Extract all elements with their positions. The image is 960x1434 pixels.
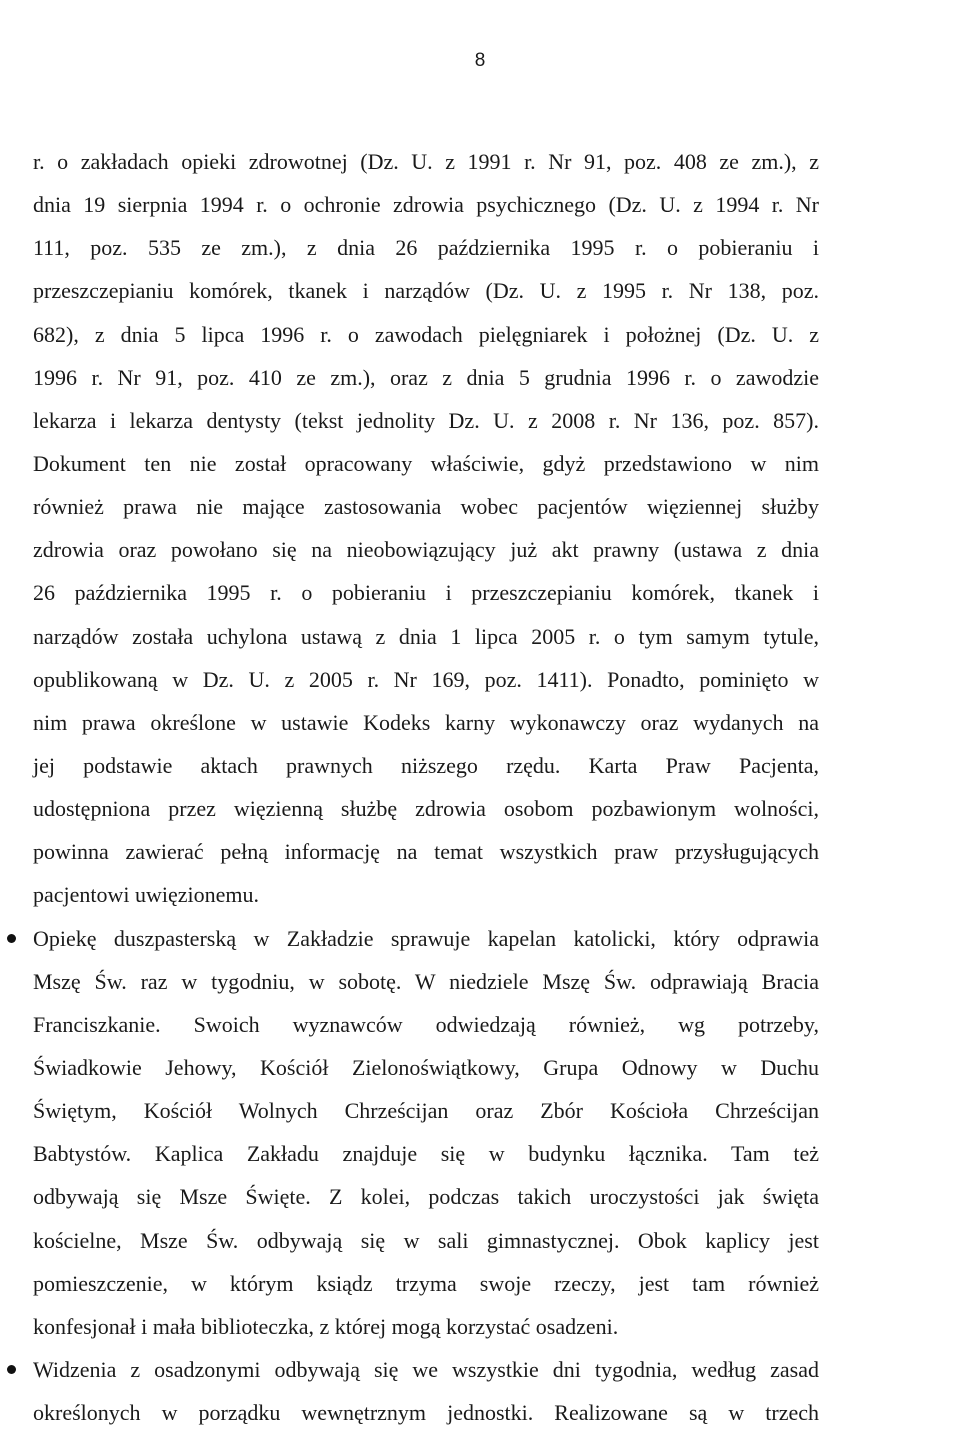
bullet-item-visits: [33, 1348, 819, 1434]
text-line: r. o zakładach opieki zdrowotnej (Dz. U. z 1991 r. Nr 91, poz. 408 ze zm.), z: [33, 149, 819, 174]
text-line: nim prawa określone w ustawie Kodeks karny wykonawczy oraz wydanych na: [33, 709, 819, 735]
text-line: Babtystów. Kaplica Zakładu znajduje się w budynku łącznika. Tam też: [33, 1141, 819, 1167]
page-number: 8: [474, 50, 486, 71]
text-line: Dokument ten nie został opracowany właściwie, gdyż przedstawiono w nim: [33, 450, 819, 476]
text-line: opublikowaną w Dz. U. z 2005 r. Nr 169, poz. 1411). Ponadto, pominięto w: [33, 666, 819, 692]
bullet-icon: [6, 917, 16, 960]
text-line: przeszczepianiu komórek, tkanek i narządów (Dz. U. z 1995 r. Nr 138, poz.: [33, 278, 819, 304]
text-line: pomieszczenie, w którym ksiądz trzyma swoje rzeczy, jest tam również: [33, 1270, 819, 1296]
text-line: Świętym, Kościół Wolnych Chrześcijan oraz Zbór Kościoła Chrześcijan: [33, 1098, 819, 1124]
bullet-icon: [6, 1348, 16, 1391]
text-line: 682), z dnia 5 lipca 1996 r. o zawodach pielęgniarek i położnej (Dz. U. z: [33, 321, 819, 347]
text-line: 26 października 1995 r. o pobieraniu i przeszczepianiu komórek, tkanek i: [33, 580, 819, 606]
document-body: [33, 140, 819, 1434]
text-line: konfesjonał i mała biblioteczka, z której mogą korzystać osadzeni.: [33, 1313, 619, 1339]
text-line: jej podstawie aktach prawnych niższego rzędu. Karta Praw Pacjenta,: [33, 752, 819, 778]
text-line: lekarza i lekarza dentysty (tekst jednolity Dz. U. z 2008 r. Nr 136, poz. 857).: [33, 407, 819, 433]
text-line: odbywają się Msze Święte. Z kolei, podczas takich uroczystości jak święta: [33, 1184, 819, 1210]
text-line: Franciszkanie. Swoich wyznawców odwiedzają również, wg potrzeby,: [33, 1011, 819, 1037]
text-line: narządów została uchylona ustawą z dnia 1 lipca 2005 r. o tym samym tytule,: [33, 623, 819, 649]
text-line: Świadkowie Jehowy, Kościół Zielonoświątkowy, Grupa Odnowy w Duchu: [33, 1054, 819, 1080]
text-line: udostępniona przez więzienną służbę zdrowia osobom pozbawionym wolności,: [33, 796, 819, 822]
text-line: Opiekę duszpasterską w Zakładzie sprawuje kapelan katolicki, który odprawia: [33, 925, 819, 951]
paragraph-legal-references: [33, 140, 819, 917]
text-line: zdrowia oraz powołano się na nieobowiązujący już akt prawny (ustawa z dnia: [33, 537, 819, 563]
text-line: kościelne, Msze Św. odbywają się w sali gimnastycznej. Obok kaplicy jest: [33, 1227, 819, 1253]
text-line: Mszę Św. raz w tygodniu, w sobotę. W niedziele Mszę Św. odprawiają Bracia: [33, 968, 819, 994]
text-line: pacjentowi uwięzionemu.: [33, 882, 260, 908]
text-line: określonych w porządku wewnętrznym jednostki. Realizowane są w trzech: [33, 1400, 819, 1426]
text-line: powinna zawierać pełną informację na temat wszystkich praw przysługujących: [33, 839, 819, 865]
text-line: 1996 r. Nr 91, poz. 410 ze zm.), oraz z dnia 5 grudnia 1996 r. o zawodzie: [33, 364, 819, 390]
text-line: dnia 19 sierpnia 1994 r. o ochronie zdrowia psychicznego (Dz. U. z 1994 r. Nr: [33, 192, 819, 218]
text-line: również prawa nie mające zastosowania wobec pacjentów więziennej służby: [33, 494, 819, 520]
text-line: Widzenia z osadzonymi odbywają się we wszystkie dni tygodnia, według zasad: [33, 1356, 819, 1382]
text-line: 111, poz. 535 ze zm.), z dnia 26 października 1995 r. o pobieraniu i: [33, 235, 819, 261]
bullet-item-pastoral-care: [33, 917, 819, 1348]
